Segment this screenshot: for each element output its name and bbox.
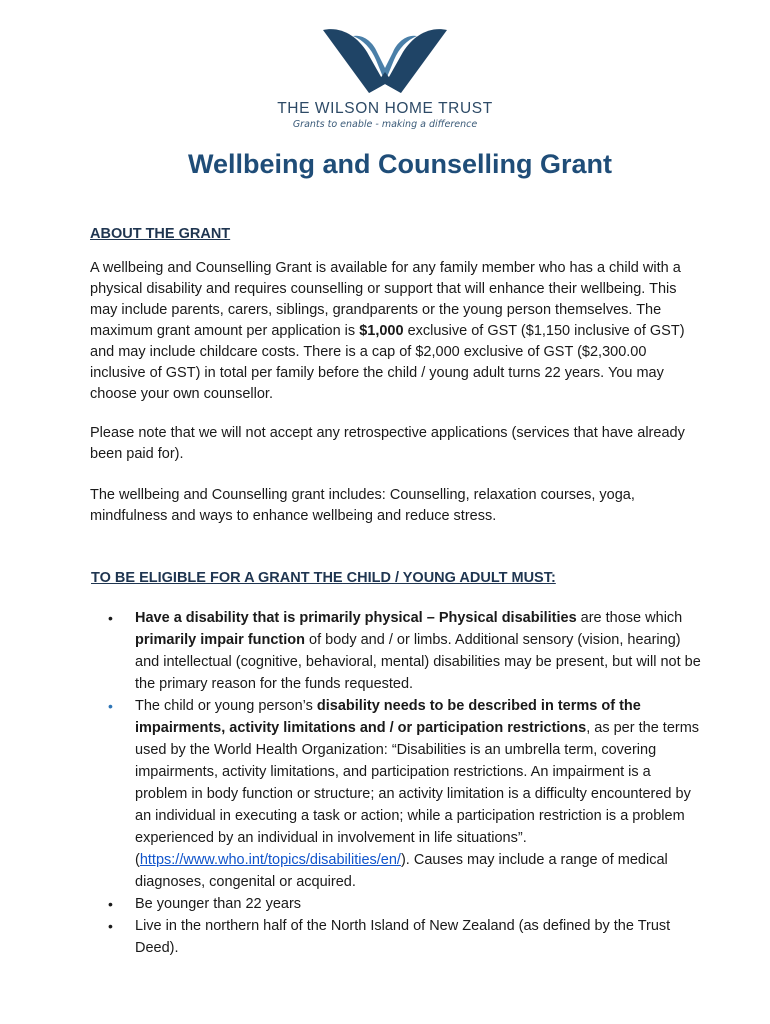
list-item <box>106 915 706 959</box>
logo <box>0 22 770 131</box>
who-link[interactable]: https://www.who.int/topics/disabilities/en/ <box>139 852 401 868</box>
about-heading: ABOUT THE GRANT <box>90 226 231 242</box>
bullet-icon: • <box>108 610 113 626</box>
bullet1-text1: are those which <box>576 610 683 626</box>
bullet1-bold2: primarily impair function <box>135 632 305 648</box>
bullet2-text2: , as per the terms used by the World Health Organization: “Disabilities is an umbrella term, covering impairments, activity limitations, and participation restrictions. An impairment is a problem in body function or structure; an activity limitation is a difficulty encountered by an individual in executing a task or action; while a participation restriction is a problem experienced by an individual in involvement in life situations”. ( <box>135 720 700 868</box>
wilson-w-logo-icon <box>323 22 447 94</box>
about-p1-text-end: exclusive of GST ($1,150 inclusive of GST) and may include childcare costs. There is a cap of $2,000 exclusive of GST ($2,300.00 inclusive of GST) in total per family before the child / young adult turns 22 years. You may choose your own counsellor. <box>90 323 685 402</box>
about-paragraph-1 <box>90 258 700 405</box>
page-title: Wellbeing and Counselling Grant <box>187 149 613 179</box>
about-paragraph-3: The wellbeing and Counselling grant includes: Counselling, relaxation courses, yoga, mindfulness and ways to enhance wellbeing and reduce stress. <box>90 487 635 524</box>
list-item <box>106 893 706 915</box>
bullet3-text: Be younger than 22 years <box>135 896 302 912</box>
about-paragraph-2: Please note that we will not accept any retrospective applications (services that have already been paid for). <box>90 425 685 462</box>
bullet2-text1: The child or young person’s <box>135 698 317 714</box>
org-tagline: Grants to enable - making a difference <box>292 119 478 130</box>
org-name: THE WILSON HOME TRUST <box>277 100 493 117</box>
bullet1-text2: of body and / or limbs. Additional sensory (vision, hearing) and intellectual (cognitive, behavioral, mental) disabilities may be present, but will not be the primary reason for the funds requested. <box>135 632 701 692</box>
eligibility-list <box>106 607 706 959</box>
list-item <box>106 607 706 695</box>
bullet-icon: • <box>108 896 113 912</box>
about-p1-text: A wellbeing and Counselling Grant is available for any family member who has a child with a physical disability and requires counselling or support that will enhance their wellbeing. This may include parents, carers, siblings, grandparents or the young person themselves. The maximum grant amount per application is <box>90 260 681 339</box>
bullet4-text: Live in the northern half of the North Island of New Zealand (as defined by the Trust Deed). <box>135 918 671 956</box>
bullet-icon: • <box>108 918 113 934</box>
bullet2-text3: ). Causes may include a range of medical diagnoses, congenital or acquired. <box>135 852 668 890</box>
max-amount: $1,000 <box>359 323 404 339</box>
bullet2-bold1: disability needs to be described in terms of the impairments, activity limitations and / or participation restrictions <box>135 698 641 736</box>
bullet1-bold1: Have a disability that is primarily physical – Physical disabilities <box>135 610 577 626</box>
list-item <box>106 695 706 893</box>
bullet-icon: • <box>108 698 113 714</box>
eligibility-heading: TO BE ELIGIBLE FOR A GRANT THE CHILD / YOUNG ADULT MUST: <box>91 570 556 586</box>
